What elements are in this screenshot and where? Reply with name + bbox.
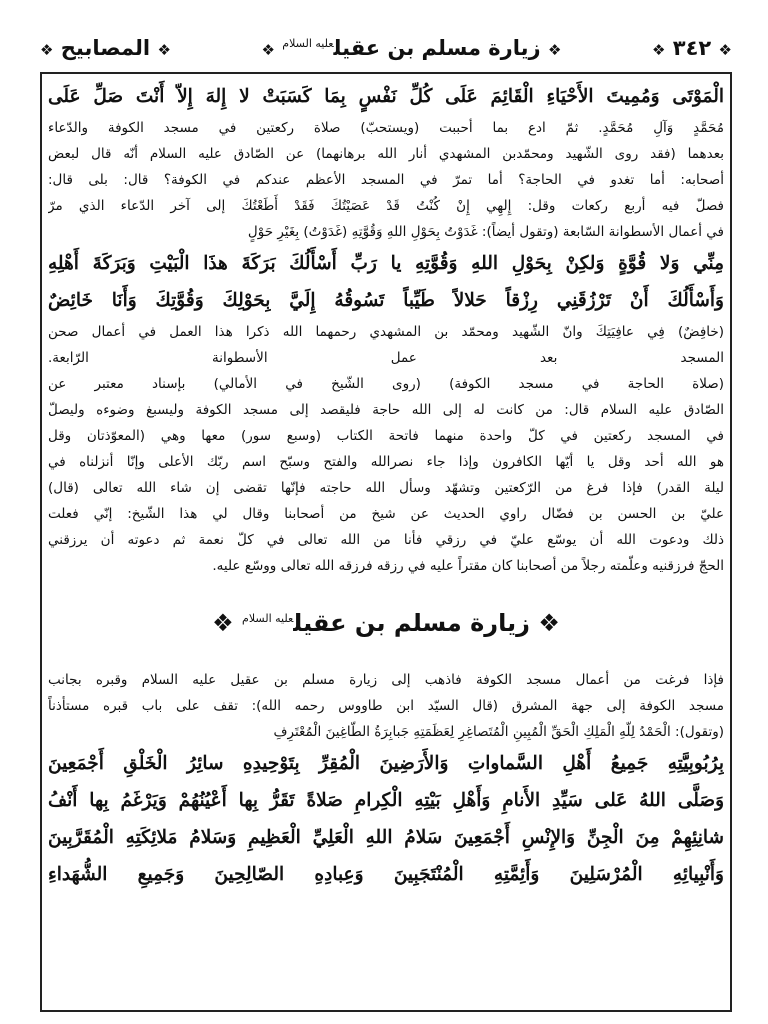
ornament-icon: ❖: [212, 609, 234, 637]
text-line: بِرُبُوبِيَّتِهِ جَمِيعُ أَهْلِ السَّماواتِ وَالأَرَضِينَ الْمُقِرِّ بِتَوْحِيدِهِ سائِرُ الْخَلْقِ أَجْمَعِينَ: [48, 753, 724, 774]
text-line: (خافِضٌ) فِي عافِيَتِكَ وانّ الشّهيد ومحمّد بن المشهدي رحمهما الله ذكرا هذا العمل في أعمال صحن: [48, 324, 724, 340]
book-title-text: المصابيح: [60, 36, 151, 60]
chapter-title: [262, 36, 562, 60]
book-title: [40, 36, 171, 60]
text-line: في المسجد ركعتين في كلّ واحدة منهما فاتحة الكتاب (وسبع سور) معها وهي (المعوّذتان وقل: [48, 428, 724, 444]
text-line: ذلك ودعوت الله أن يوسّع عليّ في رزقي فأنا من الله تعالى في كلّ نعمة ثم دعوته أن يرزقني: [48, 532, 724, 548]
honorific-mark: عليه السلام: [282, 37, 334, 50]
ornament-icon: ❖: [40, 41, 54, 59]
text-line: عليّ بن الحسن بن فضّال راوي الحديث عن شيخ من أصحابنا وقال لي هذا الشّيخ: إنّي فعلت: [48, 506, 724, 522]
honorific-mark: عليه السلام: [242, 612, 294, 625]
ornament-icon: ❖: [261, 41, 275, 59]
ornament-icon: ❖: [652, 41, 666, 59]
text-line: فإذا فرغت من أعمال مسجد الكوفة فاذهب إلى زيارة مسلم بن عقيل عليه السلام وقبره بجانب: [48, 672, 724, 688]
section-heading-text: زيارة مسلم بن عقيل: [293, 609, 530, 637]
text-line: أصحابه: أما تغدو في الحاجة؟ أما تمرّ في المسجد الأعظم عندكم في الكوفة؟ قال: بلى قال:: [48, 172, 724, 188]
ornament-icon: ❖: [547, 41, 562, 59]
ornament-icon: ❖: [538, 609, 560, 637]
text-line: (صلاة الحاجة في مسجد الكوفة) (روى الشّيخ في الأمالي) بإسناد معتبر عن: [48, 376, 724, 392]
ornament-icon: ❖: [718, 41, 732, 59]
text-line: مسجد الكوفة إلى جهة المشرق (قال السيّد ابن طاووس رحمه الله): تقف على باب قبره مستأذناً: [48, 698, 724, 714]
prayer-text-block: [48, 745, 724, 893]
section-heading: [48, 601, 724, 641]
instruction-text-block: [48, 667, 724, 745]
page-header: [40, 28, 732, 68]
text-line: هو الله أحد وقل يا أيّها الكافرون وإذا جاء نصرالله والفتح وسبّح اسم ربّك الأعلى وإنّا أنزلناه في: [48, 454, 724, 470]
text-line: الْمَوْتَى وَمُمِيتَ الأَحْيَاءِ الْقَائِمَ عَلَى كُلِّ نَفْسٍ بِمَا كَسَبَتْ لا إِلهَ إِلاّ أَنْتَ صَلِّ عَلَى: [48, 86, 724, 107]
text-line: ليلة القدر) فإذا فرغ من الرّكعتين وتشهّد وسأل الله حاجته فإنّها تقضى إن شاء الله تعالى (قال): [48, 480, 724, 496]
text-line: المسجد بعد عمل الأسطوانة الرّابعة.: [48, 350, 724, 366]
page-number-label: [652, 36, 732, 60]
text-line: مُحَمَّدٍ وَآلِ مُحَمَّدٍ. ثمّ ادع بما أحببت (ويستحبّ) صلاة ركعتين في مسجد الكوفة والدّعاء: [48, 120, 724, 136]
instruction-text-block: [48, 319, 724, 579]
instruction-text-block: [48, 115, 724, 245]
page-number: ٣٤٢: [672, 36, 712, 60]
text-line: بعدهما (فقد روى الشّهيد ومحمّدبن المشهدي أنار الله برهانهما) عن الصّادق عليه السلام أنّه قال لبعض: [48, 146, 724, 162]
chapter-title-text: زيارة مسلم بن عقيل: [333, 36, 541, 60]
text-line: شانِئِهِمْ مِنَ الْجِنِّ وَالإِنْسِ أَجْمَعِينَ سَلامُ اللهِ الْعَلِيِّ الْعَظِيمِ وَسَلامُ مَلائِكَتِهِ الْمُقَرَّبِينَ: [48, 827, 724, 848]
text-line: (وتقول): الْحَمْدُ لِلّهِ الْمَلِكِ الْحَقِّ الْمُبِينِ الْمُتَصاغِرِ لِعَظَمَتِهِ جَبابِرَةُ الطّاغِينَ الْمُعْتَرِفِ: [273, 724, 724, 740]
prayer-text-block: [48, 78, 724, 115]
text-line: وَأَنْبِيائِهِ الْمُرْسَلِينَ وَأَئِمَّتِهِ الْمُنْتَجَبِينَ وَعِبادِهِ الصّالِحِينَ وَجَمِيعِ الشُّهَداءِ: [48, 864, 724, 885]
text-line: فصلّ فيه أربع ركعات وقل: إِلهِي إِنْ كُنْتُ قَدْ عَصَيْتُكَ فَقَدْ أَطَعْتُكَ إلى آخر الدّعاء الذي مرّ: [48, 198, 724, 214]
text-line: الحجّ فرزقنيه وعلّمته رجلاً من أصحابنا كان مقتراً عليه في رزقه فرزقه الله تعالى ووسّع عليه.: [212, 558, 724, 574]
text-line: وَأَسْأَلُكَ أَنْ تَرْزُقَنِي رِزْقاً حَلالاً طَيِّباً تَسُوقُهُ إِلَيَّ بِحَوْلِكَ وَقُوَّتِكَ وَأَنَا خَائِضٌ: [48, 290, 724, 311]
prayer-text-block: [48, 245, 724, 319]
text-line: الصّادق عليه السلام قال: من كانت له إلى الله حاجة فليقصد إلى مسجد الكوفة وليسبغ وضوءه وليصلّ: [48, 402, 724, 418]
ornament-icon: ❖: [157, 41, 171, 59]
text-line: وَصَلَّى اللهُ عَلى سَيِّدِ الأَنامِ وَأَهْلِ بَيْتِهِ الْكِرامِ صَلاةً تَقَرُّ بِها أَعْيُنُهُمْ وَيَرْغَمُ بِها أَنْفُ: [48, 790, 724, 811]
page-content: [48, 78, 724, 1006]
text-line: مِنِّي وَلا قُوَّةٍ وَلكِنْ بِحَوْلِ اللهِ وَقُوَّتِهِ يا رَبِّ أَسْأَلُكَ بَرَكَةَ هذَا الْبَيْتِ وَبَرَكَةَ أَهْلِهِ: [48, 253, 724, 274]
text-line: في أعمال الأسطوانة السّابعة (وتقول أيضاً): غَدَوْتُ بِحَوْلِ اللهِ وَقُوَّتِهِ (غَدَوْتُ) بِغَيْرِ حَوْلٍ: [247, 224, 724, 240]
